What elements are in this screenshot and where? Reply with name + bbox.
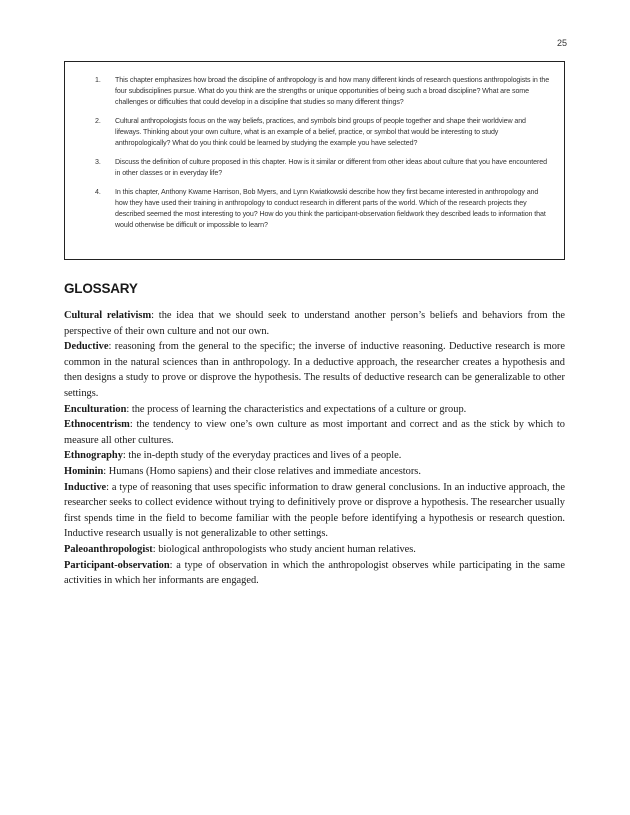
glossary-entry xyxy=(64,480,565,542)
question-item xyxy=(95,75,550,108)
glossary-list xyxy=(64,308,565,589)
glossary-entry xyxy=(64,464,565,480)
question-item xyxy=(95,116,550,149)
glossary-definition: : Humans (Homo sapiens) and their close relatives and immediate ancestors. xyxy=(103,465,421,477)
glossary-term: Inductive xyxy=(64,481,107,493)
glossary-term: Enculturation xyxy=(64,403,127,415)
glossary-term: Paleoanthropologist xyxy=(64,543,153,555)
question-item xyxy=(95,157,550,179)
glossary-term: Participant-observation xyxy=(64,559,170,571)
glossary-definition: : a type of reasoning that uses specific information to draw general conclusions. In an inductive approach, the researcher seeks to collect evidence without trying to definitively prove or disprove a hypothesis. The researcher usually first spends time in the field to become familiar with the people before identifying a hypothesis or research question. Inductive research usually is not generalizable to other settings. xyxy=(64,481,565,540)
glossary-heading: GLOSSARY xyxy=(64,281,138,296)
glossary-definition: : the idea that we should seek to understand another person’s beliefs and behaviors from the perspective of their own culture and not our own. xyxy=(64,310,566,337)
question-text: This chapter emphasizes how broad the discipline of anthropology is and how many different kinds of research questions anthropologists in the four subdisciplines pursue. What do you think are the strengths or unique opportunities of being such a broad discipline? What are some challenges or difficulties that could develop in a discipline that studies so many different things? xyxy=(115,76,550,106)
glossary-entry xyxy=(64,339,565,401)
glossary-definition: : the process of learning the characteristics and expectations of a culture or group. xyxy=(126,403,467,415)
glossary-term: Ethnocentrism xyxy=(64,419,130,431)
question-text: Cultural anthropologists focus on the way beliefs, practices, and symbols bind groups of people together and shape their worldview and lifeways. Thinking about your own culture, what is an example of a belief, practice, or symbol that would be interesting to study anthropologically? What do you think could be learned by studying the example you have selected? xyxy=(115,117,526,147)
glossary-definition: : a type of observation in which the anthropologist observes while participating in the same activities in which her informants are engaged. xyxy=(64,559,565,587)
glossary-term: Deductive xyxy=(64,341,109,353)
glossary-term: Cultural relativism xyxy=(64,310,152,321)
glossary-definition: : biological anthropologists who study ancient human relatives. xyxy=(152,543,416,555)
glossary-definition: : the tendency to view one’s own culture as most important and correct and as the stick by which to measure all other cultures. xyxy=(64,419,565,446)
glossary-entry xyxy=(64,558,565,589)
question-item xyxy=(95,187,550,231)
glossary-entry xyxy=(64,308,565,339)
question-number: 4. xyxy=(95,188,101,196)
glossary-term: Hominin xyxy=(64,465,104,477)
question-number: 1. xyxy=(95,76,101,84)
glossary-definition: : the in-depth study of the everyday practices and lives of a people. xyxy=(122,450,402,462)
question-number: 2. xyxy=(95,117,101,125)
page-number: 25 xyxy=(556,38,567,48)
question-text: Discuss the definition of culture proposed in this chapter. How is it similar or different from other ideas about culture that you have encountered in other classes or in everyday life? xyxy=(115,158,547,177)
question-number: 3. xyxy=(95,158,101,166)
glossary-term: Ethnography xyxy=(64,450,123,462)
glossary-entry xyxy=(64,402,565,418)
glossary-entry xyxy=(64,542,565,558)
question-text: In this chapter, Anthony Kwame Harrison, Bob Myers, and Lynn Kwiatkowski describe how they first became interested in anthropology and how they have used their training in anthropology to conduct research in different parts of the world. Which of the research projects they described seemed the most interesting to you? How do you think the participant-observation fieldwork they described leads to information that would otherwise be difficult or impossible to learn? xyxy=(115,188,546,229)
glossary-entry xyxy=(64,417,565,448)
glossary-entry xyxy=(64,448,565,464)
glossary-definition: : reasoning from the general to the specific; the inverse of inductive reasoning. Deductive research is more common in the natural sciences than in anthropology. In a deductive approach, the researcher creates a hypothesis and then designs a study to prove or disprove the hypothesis. The results of deductive research can be generalizable to other settings. xyxy=(64,341,565,399)
discussion-questions-box xyxy=(64,61,565,260)
discussion-questions-list xyxy=(95,75,550,231)
